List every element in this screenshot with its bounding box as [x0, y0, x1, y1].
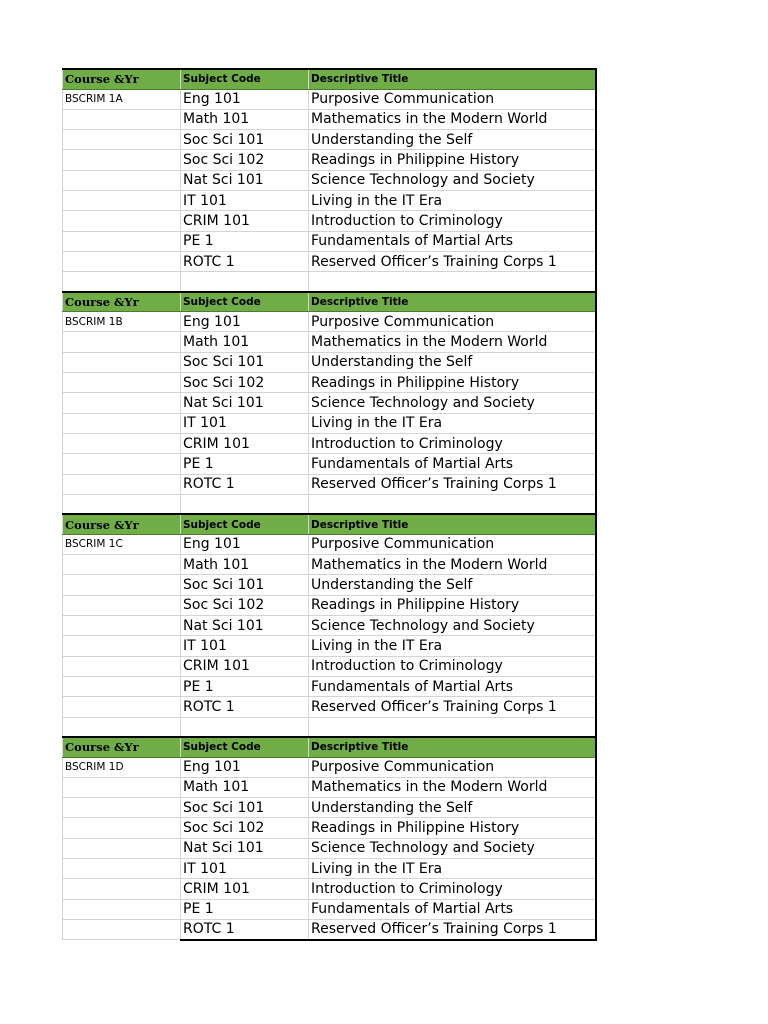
subject-code-cell[interactable]: Soc Sci 102	[181, 595, 309, 615]
course-yr-cell[interactable]	[63, 899, 181, 919]
subject-code-cell[interactable]: Eng 101	[181, 757, 309, 777]
header-descriptive-title[interactable]: Descriptive Title	[309, 514, 596, 534]
table-row	[63, 616, 596, 636]
table-row	[63, 130, 596, 150]
table-row	[63, 109, 596, 129]
descriptive-title-cell[interactable]: Purposive Communication	[309, 534, 596, 554]
descriptive-title-cell[interactable]: Reserved Officer’s Training Corps 1	[309, 251, 596, 271]
subject-code-cell[interactable]: IT 101	[181, 859, 309, 879]
descriptive-title-cell[interactable]: Introduction to Criminology	[309, 433, 596, 453]
subject-code-cell[interactable]: Math 101	[181, 109, 309, 129]
empty-cell[interactable]	[181, 717, 309, 737]
descriptive-title-cell[interactable]: Readings in Philippine History	[309, 373, 596, 393]
table-row	[63, 899, 596, 919]
table-row	[63, 575, 596, 595]
header-row	[63, 292, 596, 312]
table-row	[63, 373, 596, 393]
schedule-body	[63, 69, 596, 940]
descriptive-title-cell[interactable]: Introduction to Criminology	[309, 656, 596, 676]
subject-code-cell[interactable]: Nat Sci 101	[181, 838, 309, 858]
header-subject-code[interactable]: Subject Code	[181, 292, 309, 312]
descriptive-title-cell[interactable]: Purposive Communication	[309, 757, 596, 777]
subject-code-cell[interactable]: IT 101	[181, 636, 309, 656]
header-course-yr[interactable]: Course &Yr	[63, 292, 181, 312]
header-course-yr[interactable]: Course &Yr	[63, 69, 181, 89]
descriptive-title-cell[interactable]: Science Technology and Society	[309, 170, 596, 190]
table-row	[63, 818, 596, 838]
table-row	[63, 474, 596, 494]
table-row	[63, 838, 596, 858]
course-yr-cell[interactable]	[63, 130, 181, 150]
course-yr-cell[interactable]	[63, 595, 181, 615]
header-row	[63, 69, 596, 89]
empty-cell[interactable]	[181, 494, 309, 514]
subject-code-cell[interactable]: PE 1	[181, 454, 309, 474]
subject-code-cell[interactable]: CRIM 101	[181, 656, 309, 676]
course-yr-cell[interactable]: BSCRIM 1C	[63, 534, 181, 554]
subject-code-cell[interactable]: Eng 101	[181, 89, 309, 109]
course-yr-cell[interactable]	[63, 777, 181, 797]
empty-cell[interactable]	[309, 494, 596, 514]
course-yr-cell[interactable]	[63, 798, 181, 818]
course-yr-cell[interactable]: BSCRIM 1B	[63, 312, 181, 332]
subject-code-cell[interactable]: Soc Sci 102	[181, 150, 309, 170]
course-yr-cell[interactable]	[63, 352, 181, 372]
empty-cell[interactable]	[309, 272, 596, 292]
descriptive-title-cell[interactable]: Living in the IT Era	[309, 190, 596, 210]
table-row	[63, 595, 596, 615]
header-course-yr[interactable]: Course &Yr	[63, 737, 181, 757]
table-row	[63, 534, 596, 554]
course-yr-cell[interactable]: BSCRIM 1D	[63, 757, 181, 777]
subject-code-cell[interactable]: CRIM 101	[181, 879, 309, 899]
subject-code-cell[interactable]: Math 101	[181, 332, 309, 352]
descriptive-title-cell[interactable]: Science Technology and Society	[309, 838, 596, 858]
subject-code-cell[interactable]: Soc Sci 101	[181, 352, 309, 372]
descriptive-title-cell[interactable]: Fundamentals of Martial Arts	[309, 454, 596, 474]
subject-code-cell[interactable]: ROTC 1	[181, 474, 309, 494]
table-row	[63, 798, 596, 818]
subject-code-cell[interactable]: Soc Sci 101	[181, 575, 309, 595]
subject-code-cell[interactable]: Math 101	[181, 555, 309, 575]
subject-code-cell[interactable]: PE 1	[181, 231, 309, 251]
table-row	[63, 352, 596, 372]
descriptive-title-cell[interactable]: Fundamentals of Martial Arts	[309, 231, 596, 251]
course-yr-cell[interactable]	[63, 231, 181, 251]
course-yr-cell[interactable]	[63, 170, 181, 190]
course-yr-cell[interactable]	[63, 433, 181, 453]
descriptive-title-cell[interactable]: Mathematics in the Modern World	[309, 777, 596, 797]
course-yr-cell[interactable]	[63, 919, 181, 939]
descriptive-title-cell[interactable]: Science Technology and Society	[309, 616, 596, 636]
descriptive-title-cell[interactable]: Readings in Philippine History	[309, 150, 596, 170]
course-yr-cell[interactable]	[63, 656, 181, 676]
table-row	[63, 919, 596, 939]
header-descriptive-title[interactable]: Descriptive Title	[309, 737, 596, 757]
empty-row	[63, 494, 596, 514]
subject-code-cell[interactable]: IT 101	[181, 190, 309, 210]
descriptive-title-cell[interactable]: Fundamentals of Martial Arts	[309, 676, 596, 696]
descriptive-title-cell[interactable]: Mathematics in the Modern World	[309, 555, 596, 575]
course-yr-cell[interactable]	[63, 636, 181, 656]
descriptive-title-cell[interactable]: Science Technology and Society	[309, 393, 596, 413]
table-row	[63, 89, 596, 109]
course-yr-cell[interactable]	[63, 332, 181, 352]
subject-code-cell[interactable]: Nat Sci 101	[181, 170, 309, 190]
course-yr-cell[interactable]	[63, 373, 181, 393]
subject-code-cell[interactable]: ROTC 1	[181, 251, 309, 271]
subject-code-cell[interactable]: ROTC 1	[181, 697, 309, 717]
course-yr-cell[interactable]	[63, 838, 181, 858]
table-row	[63, 636, 596, 656]
header-course-yr[interactable]: Course &Yr	[63, 514, 181, 534]
table-row	[63, 697, 596, 717]
descriptive-title-cell[interactable]: Understanding the Self	[309, 352, 596, 372]
subject-code-cell[interactable]: Soc Sci 102	[181, 818, 309, 838]
course-yr-cell[interactable]	[63, 251, 181, 271]
table-row	[63, 170, 596, 190]
course-yr-cell[interactable]	[63, 150, 181, 170]
descriptive-title-cell[interactable]: Reserved Officer’s Training Corps 1	[309, 697, 596, 717]
table-row	[63, 859, 596, 879]
subject-code-cell[interactable]: CRIM 101	[181, 433, 309, 453]
subject-code-cell[interactable]: Nat Sci 101	[181, 393, 309, 413]
table-row	[63, 757, 596, 777]
course-yr-cell[interactable]	[63, 859, 181, 879]
header-subject-code[interactable]: Subject Code	[181, 514, 309, 534]
table-row	[63, 413, 596, 433]
descriptive-title-cell[interactable]: Purposive Communication	[309, 312, 596, 332]
empty-cell[interactable]	[63, 494, 181, 514]
header-row	[63, 737, 596, 757]
descriptive-title-cell[interactable]: Reserved Officer’s Training Corps 1	[309, 474, 596, 494]
subject-code-cell[interactable]: Soc Sci 102	[181, 373, 309, 393]
table-row	[63, 231, 596, 251]
subject-code-cell[interactable]: PE 1	[181, 899, 309, 919]
course-yr-cell[interactable]	[63, 697, 181, 717]
subject-code-cell[interactable]: Math 101	[181, 777, 309, 797]
table-row	[63, 777, 596, 797]
table-row	[63, 879, 596, 899]
empty-cell[interactable]	[63, 272, 181, 292]
descriptive-title-cell[interactable]: Readings in Philippine History	[309, 818, 596, 838]
descriptive-title-cell[interactable]: Understanding the Self	[309, 798, 596, 818]
table-row	[63, 656, 596, 676]
empty-cell[interactable]	[181, 272, 309, 292]
course-yr-cell[interactable]	[63, 454, 181, 474]
table-row	[63, 332, 596, 352]
table-row	[63, 251, 596, 271]
descriptive-title-cell[interactable]: Reserved Officer’s Training Corps 1	[309, 919, 596, 939]
course-yr-cell[interactable]	[63, 211, 181, 231]
table-row	[63, 454, 596, 474]
course-yr-cell[interactable]	[63, 676, 181, 696]
subject-code-cell[interactable]: Soc Sci 101	[181, 130, 309, 150]
descriptive-title-cell[interactable]: Mathematics in the Modern World	[309, 332, 596, 352]
descriptive-title-cell[interactable]: Understanding the Self	[309, 130, 596, 150]
empty-cell[interactable]	[63, 717, 181, 737]
subject-code-cell[interactable]: CRIM 101	[181, 211, 309, 231]
subject-code-cell[interactable]: IT 101	[181, 413, 309, 433]
course-yr-cell[interactable]	[63, 474, 181, 494]
course-yr-cell[interactable]	[63, 413, 181, 433]
table-row	[63, 393, 596, 413]
subject-code-cell[interactable]: Soc Sci 101	[181, 798, 309, 818]
table-row	[63, 190, 596, 210]
header-subject-code[interactable]: Subject Code	[181, 737, 309, 757]
table-row	[63, 555, 596, 575]
header-descriptive-title[interactable]: Descriptive Title	[309, 69, 596, 89]
header-descriptive-title[interactable]: Descriptive Title	[309, 292, 596, 312]
subject-code-cell[interactable]: Eng 101	[181, 312, 309, 332]
subject-code-cell[interactable]: ROTC 1	[181, 919, 309, 939]
course-yr-cell[interactable]	[63, 393, 181, 413]
table-row	[63, 676, 596, 696]
table-row	[63, 211, 596, 231]
course-yr-cell[interactable]	[63, 818, 181, 838]
subject-code-cell[interactable]: Nat Sci 101	[181, 616, 309, 636]
course-yr-cell[interactable]: BSCRIM 1A	[63, 89, 181, 109]
descriptive-title-cell[interactable]: Mathematics in the Modern World	[309, 109, 596, 129]
subject-code-cell[interactable]: Eng 101	[181, 534, 309, 554]
course-yr-cell[interactable]	[63, 190, 181, 210]
descriptive-title-cell[interactable]: Introduction to Criminology	[309, 211, 596, 231]
descriptive-title-cell[interactable]: Understanding the Self	[309, 575, 596, 595]
header-subject-code[interactable]: Subject Code	[181, 69, 309, 89]
table-row	[63, 150, 596, 170]
descriptive-title-cell[interactable]: Living in the IT Era	[309, 636, 596, 656]
descriptive-title-cell[interactable]: Fundamentals of Martial Arts	[309, 899, 596, 919]
table-row	[63, 433, 596, 453]
course-yr-cell[interactable]	[63, 616, 181, 636]
course-yr-cell[interactable]	[63, 555, 181, 575]
subject-schedule-table	[62, 68, 597, 941]
descriptive-title-cell[interactable]: Living in the IT Era	[309, 859, 596, 879]
course-yr-cell[interactable]	[63, 575, 181, 595]
course-yr-cell[interactable]	[63, 879, 181, 899]
empty-row	[63, 717, 596, 737]
descriptive-title-cell[interactable]: Living in the IT Era	[309, 413, 596, 433]
descriptive-title-cell[interactable]: Readings in Philippine History	[309, 595, 596, 615]
empty-cell[interactable]	[309, 717, 596, 737]
descriptive-title-cell[interactable]: Introduction to Criminology	[309, 879, 596, 899]
header-row	[63, 514, 596, 534]
subject-code-cell[interactable]: PE 1	[181, 676, 309, 696]
empty-row	[63, 272, 596, 292]
descriptive-title-cell[interactable]: Purposive Communication	[309, 89, 596, 109]
table-row	[63, 312, 596, 332]
spreadsheet-page	[62, 68, 595, 941]
course-yr-cell[interactable]	[63, 109, 181, 129]
